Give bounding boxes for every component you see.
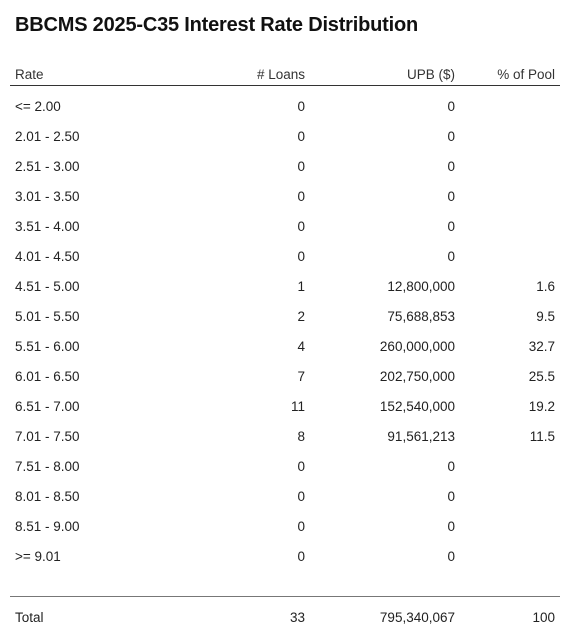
table-row	[10, 422, 560, 452]
cell-loans: 4	[297, 339, 305, 354]
cell-rate: 3.51 - 4.00	[15, 219, 80, 234]
cell-loans: 0	[297, 249, 305, 264]
table-row	[10, 332, 560, 362]
cell-loans: 7	[297, 369, 305, 384]
total-loans: 33	[289, 610, 305, 625]
interest-rate-table	[10, 64, 560, 633]
cell-loans: 0	[297, 549, 305, 564]
cell-upb: 0	[447, 129, 455, 144]
cell-loans: 0	[297, 489, 305, 504]
cell-upb: 202,750,000	[379, 369, 455, 384]
table-row	[10, 392, 560, 422]
cell-loans: 2	[297, 309, 305, 324]
table-row	[10, 452, 560, 482]
cell-upb: 0	[447, 249, 455, 264]
cell-rate: 8.51 - 9.00	[15, 519, 80, 534]
cell-rate: 3.01 - 3.50	[15, 189, 80, 204]
table-body	[10, 86, 560, 572]
cell-pct: 19.2	[528, 399, 555, 414]
table-row	[10, 302, 560, 332]
table-row	[10, 272, 560, 302]
table-row	[10, 482, 560, 512]
cell-pct: 11.5	[529, 429, 555, 444]
table-row	[10, 242, 560, 272]
cell-loans: 0	[297, 99, 305, 114]
cell-upb: 152,540,000	[379, 399, 455, 414]
cell-pct: 25.5	[528, 369, 555, 384]
total-row	[10, 603, 560, 633]
total-divider	[10, 596, 560, 597]
cell-rate: 4.01 - 4.50	[15, 249, 80, 264]
cell-upb: 0	[447, 519, 455, 534]
cell-loans: 11	[290, 399, 305, 414]
total-upb: 795,340,067	[379, 610, 455, 625]
cell-upb: 0	[447, 159, 455, 174]
cell-pct: 1.6	[536, 279, 555, 294]
cell-rate: 5.01 - 5.50	[15, 309, 80, 324]
cell-loans: 8	[297, 429, 305, 444]
cell-loans: 1	[297, 279, 305, 294]
cell-loans: 0	[297, 159, 305, 174]
cell-pct: 9.5	[536, 309, 555, 324]
cell-upb: 12,800,000	[387, 279, 455, 294]
total-label: Total	[15, 610, 44, 625]
cell-loans: 0	[297, 129, 305, 144]
cell-upb: 0	[447, 459, 455, 474]
cell-loans: 0	[297, 189, 305, 204]
cell-loans: 0	[297, 219, 305, 234]
table-row	[10, 212, 560, 242]
cell-rate: 7.51 - 8.00	[15, 459, 80, 474]
cell-loans: 0	[297, 519, 305, 534]
column-header-upb: UPB ($)	[406, 67, 455, 82]
cell-rate: 7.01 - 7.50	[15, 429, 80, 444]
cell-rate: 8.01 - 8.50	[15, 489, 80, 504]
cell-loans: 0	[297, 459, 305, 474]
total-pct: 100	[532, 610, 555, 625]
table-row	[10, 182, 560, 212]
page-title: BBCMS 2025-C35 Interest Rate Distribution	[15, 14, 419, 36]
column-header-rate: Rate	[15, 67, 44, 82]
cell-rate: 6.51 - 7.00	[15, 399, 80, 414]
cell-upb: 0	[447, 219, 455, 234]
table-header	[10, 64, 560, 86]
cell-rate: >= 9.01	[15, 549, 61, 564]
cell-rate: <= 2.00	[15, 99, 61, 114]
table-row	[10, 122, 560, 152]
cell-upb: 0	[447, 189, 455, 204]
cell-upb: 0	[447, 549, 455, 564]
cell-upb: 260,000,000	[379, 339, 455, 354]
cell-rate: 5.51 - 6.00	[15, 339, 80, 354]
cell-rate: 6.01 - 6.50	[15, 369, 80, 384]
cell-rate: 2.51 - 3.00	[15, 159, 80, 174]
cell-upb: 91,561,213	[387, 429, 455, 444]
cell-upb: 0	[447, 99, 455, 114]
table-row	[10, 152, 560, 182]
column-header-pct: % of Pool	[497, 67, 555, 82]
cell-rate: 2.01 - 2.50	[15, 129, 80, 144]
cell-rate: 4.51 - 5.00	[15, 279, 80, 294]
cell-upb: 0	[447, 489, 455, 504]
column-header-loans: # Loans	[256, 67, 305, 82]
table-row	[10, 542, 560, 572]
table-row	[10, 362, 560, 392]
cell-pct: 32.7	[528, 339, 555, 354]
table-row	[10, 512, 560, 542]
table-row	[10, 92, 560, 122]
cell-upb: 75,688,853	[387, 309, 455, 324]
